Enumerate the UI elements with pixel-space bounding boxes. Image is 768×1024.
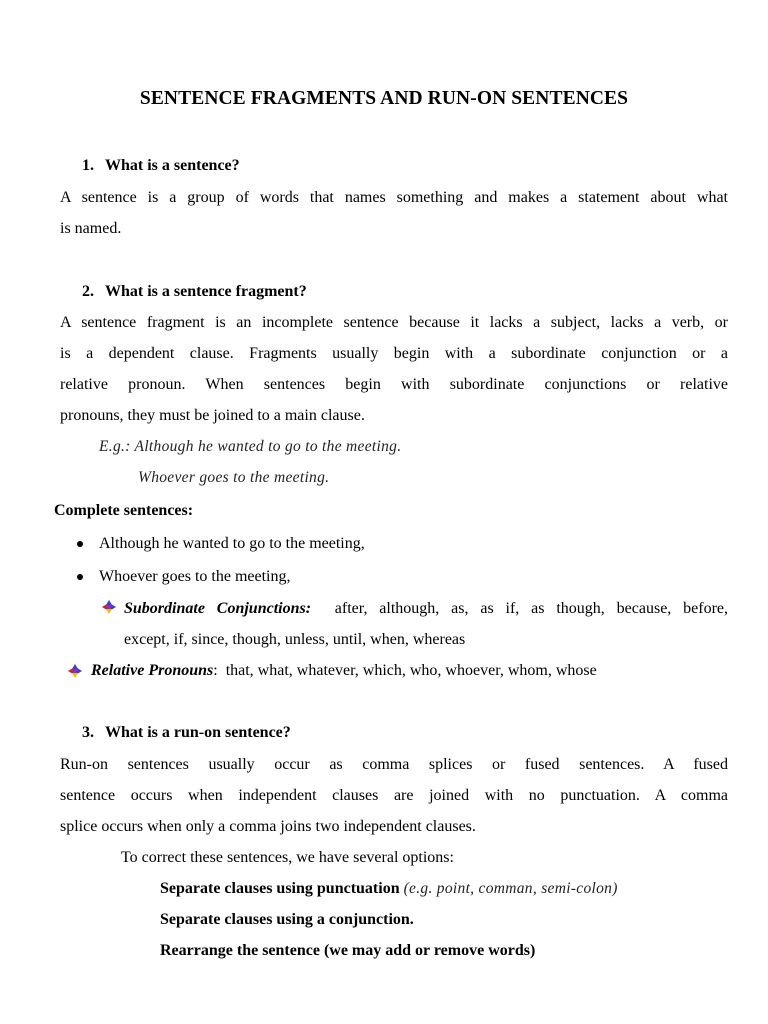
correct-intro: To correct these sentences, we have several options: <box>121 849 454 866</box>
section-3-line-2: sentence occurs when independent clauses are joined with no punctuation. A comma <box>60 787 728 804</box>
arrow-bullet-icon <box>68 664 82 678</box>
option-1-note: (e.g. point, comman, semi-colon) <box>403 880 618 897</box>
relative-list: that, what, whatever, which, who, whoever, whom, whose <box>225 662 597 679</box>
option-3: Rearrange the sentence (we may add or remove words) <box>160 942 536 959</box>
section-3-heading <box>82 724 291 742</box>
option-1-text: Separate clauses using punctuation <box>160 880 400 897</box>
subordinate-label: Subordinate Conjunctions: <box>124 600 312 617</box>
relative-colon: : <box>213 662 218 679</box>
section-3-title: What is a run-on sentence? <box>105 724 291 741</box>
section-1-number: 1. <box>82 157 94 174</box>
relative-label: Relative Pronouns <box>91 662 214 679</box>
section-3-line-1: Run-on sentences usually occur as comma splices or fused sentences. A fused <box>60 756 728 773</box>
example-1 <box>99 438 401 456</box>
section-3-number: 3. <box>82 724 94 741</box>
example-prefix: E.g.: <box>99 438 131 455</box>
example-1-text: Although he wanted to go to the meeting. <box>134 438 402 455</box>
section-2-heading <box>82 283 307 301</box>
arrow-bullet-icon <box>102 600 116 614</box>
section-2-title: What is a sentence fragment? <box>105 283 307 300</box>
section-1-line-1: A sentence is a group of words that names something and makes a statement about what <box>60 189 728 206</box>
example-2: Whoever goes to the meeting. <box>138 469 330 486</box>
section-1-title: What is a sentence? <box>105 157 240 174</box>
option-2: Separate clauses using a conjunction. <box>160 911 414 928</box>
section-3-line-3: splice occurs when only a comma joins two independent clauses. <box>60 818 476 835</box>
bullet-item-2: Whoever goes to the meeting, <box>99 568 291 585</box>
complete-sentences-label: Complete sentences: <box>54 502 194 519</box>
section-2-line-3: relative pronoun. When sentences begin with subordinate conjunctions or relative <box>60 376 728 393</box>
section-2-line-4: pronouns, they must be joined to a main clause. <box>60 407 365 424</box>
subordinate-list-1: after, although, as, as if, as though, because, before, <box>334 600 729 617</box>
section-2-number: 2. <box>82 283 94 300</box>
section-2-line-1: A sentence fragment is an incomplete sentence because it lacks a subject, lacks a verb, or <box>60 314 728 331</box>
bullet-icon <box>77 574 83 580</box>
section-1-line-2: is named. <box>60 220 122 237</box>
relative-pronouns-line <box>91 662 597 680</box>
page-title: SENTENCE FRAGMENTS AND RUN-ON SENTENCES <box>139 88 629 109</box>
subordinate-conjunctions-line-1 <box>124 600 728 618</box>
bullet-item-1: Although he wanted to go to the meeting, <box>99 535 365 552</box>
bullet-icon <box>77 541 83 547</box>
section-2-line-2: is a dependent clause. Fragments usually begin with a subordinate conjunction or a <box>60 345 728 362</box>
section-1-heading <box>82 157 240 175</box>
option-1 <box>160 880 618 898</box>
subordinate-conjunctions-line-2: except, if, since, though, unless, until, when, whereas <box>124 631 466 648</box>
